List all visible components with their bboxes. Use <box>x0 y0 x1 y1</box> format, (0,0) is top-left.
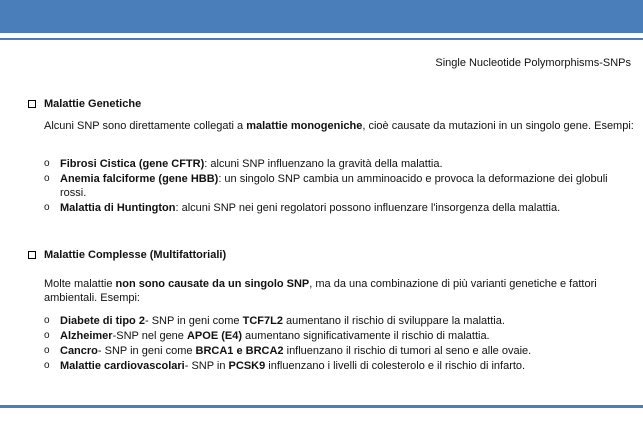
intro-bold: non sono causate da un singolo SNP <box>115 278 310 290</box>
bottom-divider <box>0 405 643 408</box>
item-text: : alcuni SNP influenzano la gravità della malattia. <box>204 158 443 170</box>
section-heading-text: Malattie Complesse (Multifattoriali) <box>44 249 227 261</box>
section-intro-complex <box>44 277 634 305</box>
section-heading-genetic <box>28 98 141 110</box>
genetic-diseases-list <box>44 157 634 216</box>
item-text: : un singolo SNP cambia un amminoacido e provoca la deformazione dei globuli rossi. <box>60 173 608 199</box>
item-text: - SNP in <box>184 360 229 372</box>
item-text: -SNP nel gene <box>112 330 187 342</box>
item-bold: TCF7L2 <box>242 315 283 327</box>
item-bold: Anemia falciforme (gene HBB) <box>60 173 219 185</box>
item-bold: Cancro <box>60 345 98 357</box>
item-text: : alcuni SNP nei geni regolatori possono influenzare l'insorgenza della malattia. <box>175 202 561 214</box>
circle-bullet-icon: o <box>44 360 50 371</box>
item-bold: BRCA1 e BRCA2 <box>195 345 284 357</box>
top-divider <box>0 38 643 40</box>
item-bold: Fibrosi Cistica (gene CFTR) <box>60 158 205 170</box>
list-item <box>44 359 634 373</box>
circle-bullet-icon: o <box>44 330 50 341</box>
item-text: aumentano il rischio di sviluppare la malattia. <box>282 315 505 327</box>
circle-bullet-icon: o <box>44 158 50 169</box>
list-item <box>44 172 634 200</box>
item-bold: Alzheimer <box>60 330 113 342</box>
intro-bold: malattie monogeniche <box>246 120 363 132</box>
complex-diseases-list <box>44 314 634 374</box>
item-bold: Diabete di tipo 2 <box>60 315 145 327</box>
list-item <box>44 329 634 343</box>
item-text: influenzano il rischio di tumori al seno e alle ovaie. <box>283 345 532 357</box>
list-item <box>44 344 634 358</box>
list-item <box>44 201 634 215</box>
section-heading-complex <box>28 249 226 261</box>
intro-text: Molte malattie <box>44 278 116 290</box>
item-bold: Malattia di Huntington <box>60 202 176 214</box>
item-bold: Malattie cardiovascolari <box>60 360 185 372</box>
circle-bullet-icon: o <box>44 345 50 356</box>
circle-bullet-icon: o <box>44 202 50 213</box>
slide-title: Single Nucleotide Polymorphisms-SNPs <box>435 57 631 69</box>
list-item <box>44 157 634 171</box>
intro-text: Alcuni SNP sono direttamente collegati a <box>44 120 247 132</box>
checkbox-icon <box>28 251 36 259</box>
list-item <box>44 314 634 328</box>
intro-text: , cioè causate da mutazioni in un singolo gene. Esempi: <box>362 120 634 132</box>
item-text: - SNP in geni come <box>97 345 196 357</box>
item-text: aumentano significativamente il rischio di malattia. <box>242 330 490 342</box>
item-text: influenzano i livelli di colesterolo e il rischio di infarto. <box>265 360 526 372</box>
section-intro-genetic <box>44 119 634 133</box>
section-heading-text: Malattie Genetiche <box>44 98 142 110</box>
checkbox-icon <box>28 100 36 108</box>
top-banner <box>0 0 643 33</box>
circle-bullet-icon: o <box>44 173 50 184</box>
circle-bullet-icon: o <box>44 315 50 326</box>
item-text: - SNP in geni come <box>144 315 243 327</box>
item-bold: APOE (E4) <box>186 330 242 342</box>
intro-text: , ma da una combinazione di più varianti genetiche e fattori ambientali. Esempi: <box>44 278 597 304</box>
item-bold: PCSK9 <box>228 360 266 372</box>
